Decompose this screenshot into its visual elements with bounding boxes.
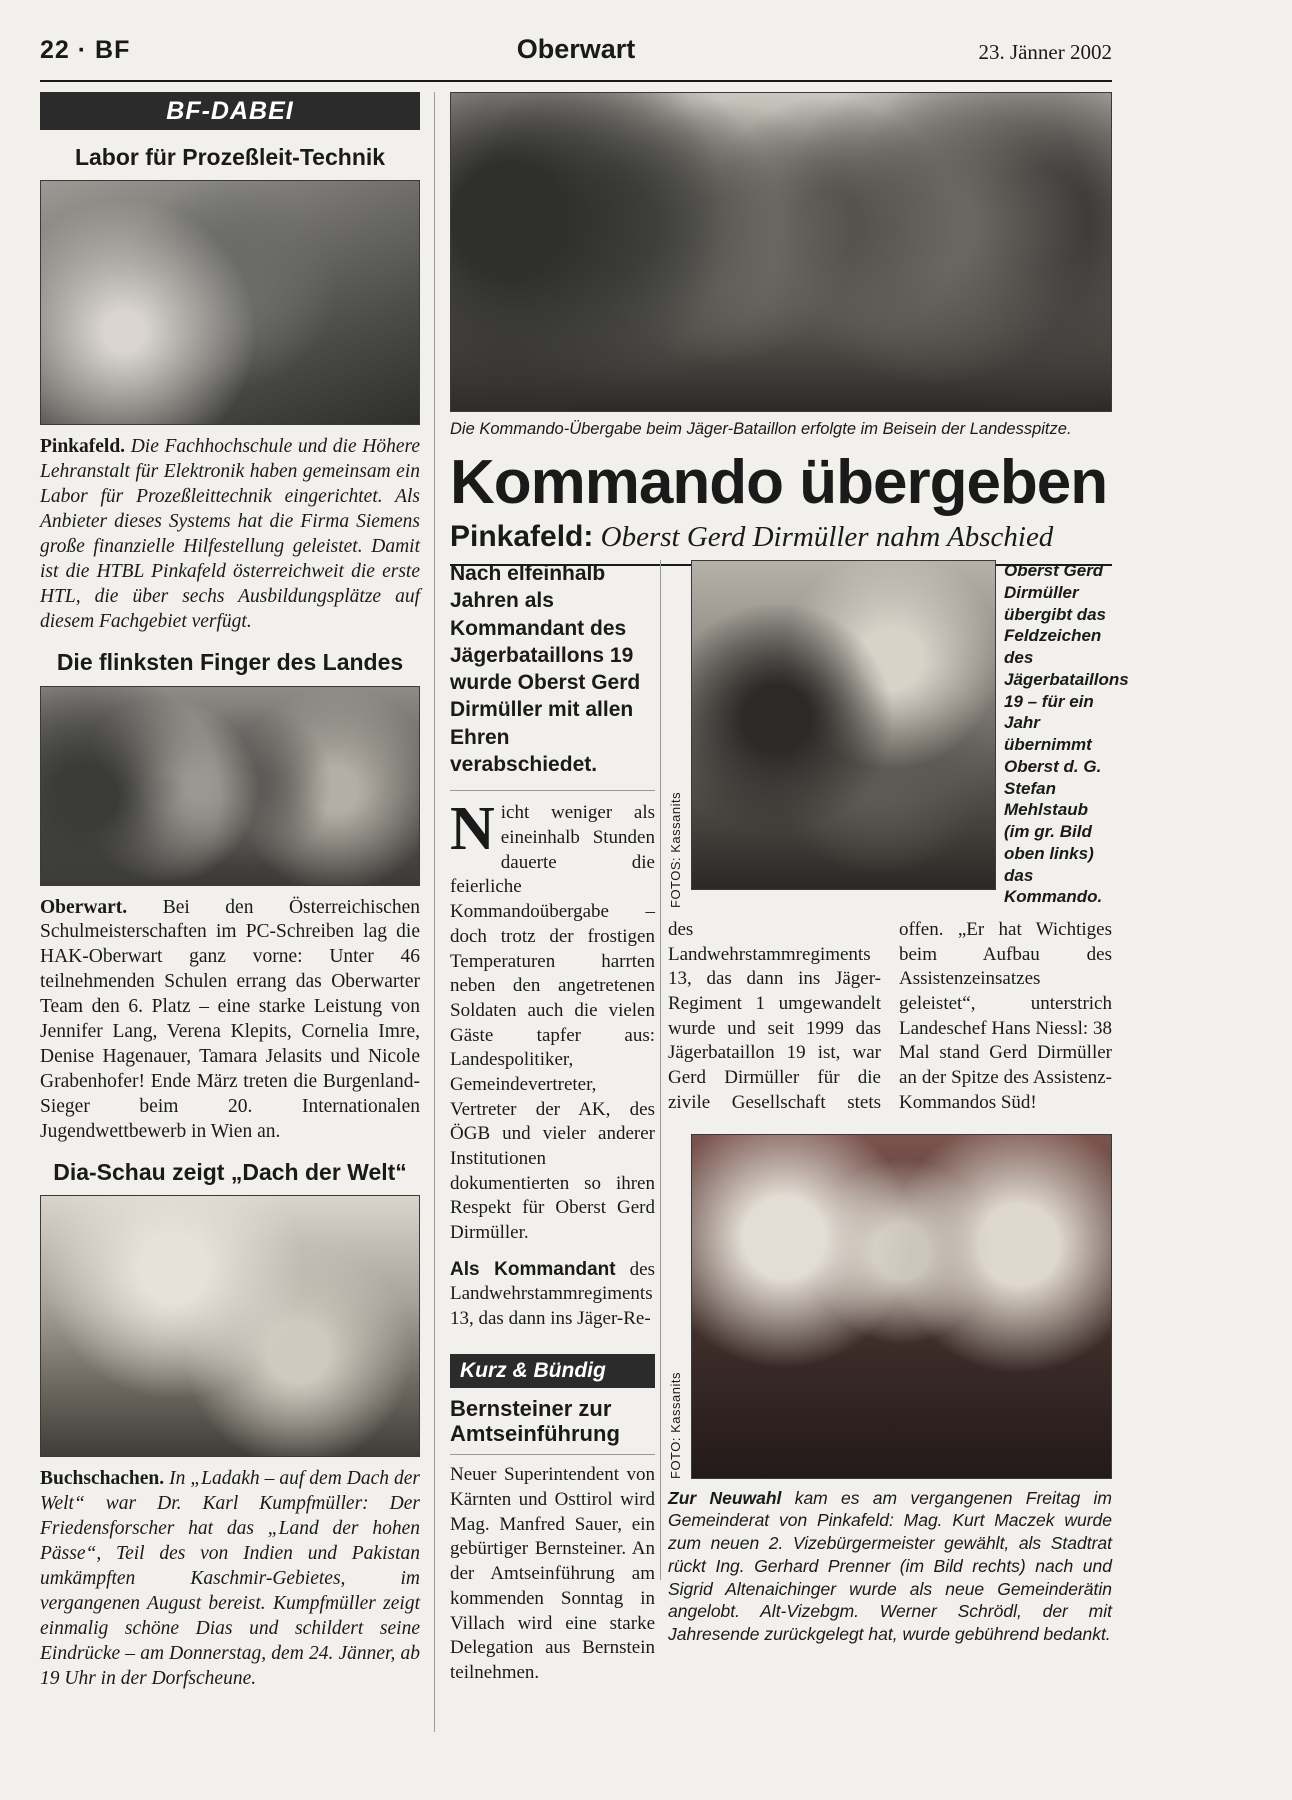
ladakh-photo xyxy=(40,1195,420,1457)
main-article-col-left xyxy=(450,560,655,1686)
paragraph-1 xyxy=(450,795,655,1245)
issue-date: 23. Jänner 2002 xyxy=(978,40,1112,64)
article-lead: Buchschachen. xyxy=(40,1468,165,1490)
paragraph-1-text: icht weniger als eineinhalb Stunden dauerte die feierliche Kommandoübergabe – doch trotz der frostigen Temperaturen harrten neben den angetretenen Soldaten auch die vielen Gäste tapfer aus: Landespolitiker, Gemeindevertreter, Vertreter der AK, des ÖGB und vieler anderer Institutionen dokumentierten so ihren Respekt für Oberst Gerd Dirmüller. xyxy=(450,802,655,1244)
main-article-col-right xyxy=(668,560,1129,1646)
drop-cap: N xyxy=(450,795,495,864)
pc-schreiben-photo xyxy=(40,686,420,886)
photo-caption: Die Kommando-Übergabe beim Jäger-Bataillon erfolgte im Beisein der Landesspitze. xyxy=(450,420,1072,438)
main-headline: Kommando übergeben xyxy=(450,447,1108,517)
photo-credit-vertical-2: FOTO: Kassanits xyxy=(668,1371,683,1479)
page-folio: 22 · BF xyxy=(40,36,131,64)
left-column xyxy=(40,92,420,1692)
kommando-uebergabe-photo xyxy=(450,92,1112,412)
paragraph-2-start xyxy=(450,1258,655,1332)
bottom-caption-text: kam es am vergangenen Freitag im Gemeinderat von Pinkafeld: Mag. Kurt Maczek wurde zum neuen 2. Vizebürgermeister gewählt, als Stadtrat rückt Ing. Gerhard Prenner (im Bild rechts) nach und Sigrid Altenaichinger wurde als neue Gemeinderätin angelobt. Alt-Vizebgm. Werner Schrödl, der mit Jahresende zurückgelegt hat, wurde gebührend bedankt. xyxy=(668,1487,1112,1644)
bf-dabei-banner: BF-DABEI xyxy=(40,92,420,130)
bottom-caption xyxy=(668,1487,1112,1646)
left-article-3 xyxy=(40,1159,420,1692)
left-article-1 xyxy=(40,144,420,635)
kurz-title: Bernsteiner zur Amtseinführung xyxy=(450,1395,620,1447)
paragraph-2-lead: Als Kommandant xyxy=(450,1258,616,1280)
subhead-place: Pinkafeld: xyxy=(450,519,594,553)
section-title: Oberwart xyxy=(516,34,636,64)
article-headline: Dia-Schau zeigt „Dach der Welt“ xyxy=(53,1159,407,1186)
mid-photo-row xyxy=(668,560,1129,908)
kurz-body: Neuer Superintendent von Kärnten und Osttirol wird Mag. Manfred Sauer, ein gebürtiger Bernsteiner. An der Amtseinführung am kommenden Sonntag in Villach wird eine starke Delegation aus Bernstein teilnehmen. xyxy=(450,1464,655,1683)
kurz-rule xyxy=(450,1454,655,1455)
photo-credit-vertical: FOTOS: Kassanits xyxy=(668,791,683,908)
main-subhead xyxy=(450,520,1112,554)
gemeinderat-photo xyxy=(691,1134,1112,1479)
feldzeichen-uebergabe-photo xyxy=(691,560,996,890)
column-divider xyxy=(434,92,435,1732)
article-body xyxy=(40,1467,420,1692)
article-body xyxy=(40,435,420,635)
standfirst-rule xyxy=(450,790,655,791)
inner-divider xyxy=(660,560,661,1580)
article-lead: Oberwart. xyxy=(40,896,128,918)
subhead-text: Oberst Gerd Dirmüller nahm Abschied xyxy=(600,520,1054,553)
article-body xyxy=(40,896,420,1146)
lab-photo xyxy=(40,180,420,425)
kurz-und-buendig-box xyxy=(450,1354,655,1686)
bottom-caption-lead: Zur Neuwahl xyxy=(668,1487,782,1508)
bottom-photo-row xyxy=(668,1134,1112,1479)
article-body-text: In „Ladakh – auf dem Dach der Welt“ war Dr. Karl Kumpfmüller: Der Friedensforscher hat das „Land der hohen Pässe“, Teil des von Indien und Pakistan umkämpften Kaschmir-Gebietes, im vergangenen August bereist. Kumpfmüller zeigt einmalig schöne Dias und schildert seine Eindrücke – am Donnerstag, dem 24. Jänner, ab 19 Uhr in der Dorfscheune. xyxy=(40,1468,420,1690)
article-body-text: Bei den Österreichischen Schulmeisterschaften im PC-Schreiben lag die HAK-Oberwart ganz vorne: Unter 46 teilnehmenden Schulen errang das Oberwarter Team den 6. Platz – eine starke Leistung von Jennifer Lang, Verena Klepits, Cornelia Imre, Denise Hagenauer, Tamara Jelasits und Nicole Grabenhofer! Ende März treten die Burgenland-Sieger beim 20. Internationalen Jugendwettbewerb in Wien an. xyxy=(40,896,420,1143)
masthead xyxy=(40,36,1112,82)
article-body-text: Die Fachhochschule und die Höhere Lehranstalt für Elektronik haben gemeinsam ein Labor für Prozeßleittechnik eingerichtet. Als Anbieter dieses Systems hat die Firma Siemens große finanzielle Hilfestellung geleistet. Damit ist die HTBL Pinkafeld österreichweit die erste HTL, die über sechs Ausbildungsplätze auf diesem Fachgebiet verfügt. xyxy=(40,436,421,633)
side-caption: Oberst Gerd Dirmüller übergibt das Feldzeichen des Jägerbataillons 19 – für ein Jahr übernimmt Oberst d. G. Stefan Mehlstaub (im gr. Bild oben links) das Kommando. xyxy=(1004,561,1129,907)
article-lead: Pinkafeld. xyxy=(40,436,126,458)
continuation-text: des Landwehrstammregiments 13, das dann ins Jäger-Regiment 1 umgewandelt wurde und seit 1999 das Jägerbataillon 19 ist, war Gerd Dirmüller für die zivile Gesellschaft stets offen. „Er hat Wichtiges beim Aufbau des Assistenzeinsatzes geleistet“, unterstrich Landeschef Hans Niessl: 38 Mal stand Gerd Dirmüller an der Spitze des Assistenz-Kommandos Süd! xyxy=(668,919,1112,1113)
kurz-banner: Kurz & Bündig xyxy=(450,1354,655,1388)
standfirst: Nach elfeinhalb Jahren als Kommandant des Jägerbataillons 19 wurde Oberst Gerd Dirmüller mit allen Ehren verabschiedet. xyxy=(450,562,641,777)
paragraph-2-text-start: des Landwehrstammregiments 13, das dann ins Jäger-Re- xyxy=(450,1258,655,1330)
article-headline: Die flinksten Finger des Landes xyxy=(56,649,404,676)
main-article-header xyxy=(450,92,1112,566)
left-article-2 xyxy=(40,649,420,1145)
article-headline: Labor für Prozeßleit-Technik xyxy=(74,144,386,170)
